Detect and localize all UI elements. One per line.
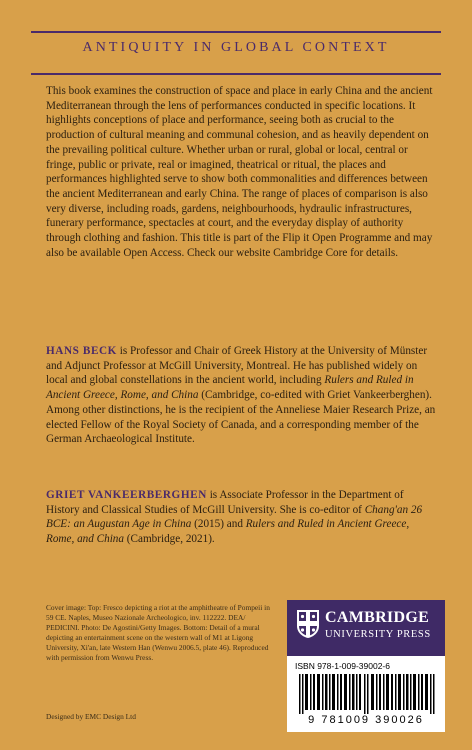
bio-text: (2015) and <box>191 518 246 531</box>
series-rule-bottom <box>31 73 441 75</box>
book-title-reference: Rulers and Ruled in Ancient Greece, Rome, and China <box>46 518 410 546</box>
bio-text: is Professor and Chair of Greek History at the University of Münster and Adjunct Professor at McGill University, Montreal. He has published widely on local and global constellations in the ancient world, including <box>46 345 428 387</box>
ean-digits: 9 781009 390026 <box>308 714 424 726</box>
barcode-icon <box>299 674 435 714</box>
book-title-reference: Rulers and Ruled in Ancient Greece, Rome, and China <box>46 374 414 402</box>
author-name-vankeerberghen: GRIET VANKEERBERGHEN <box>46 489 207 501</box>
bio-text: (Cambridge, co-edited with Griet Vankeerberghen). Among other distinctions, he is the recipient of the Anneliese Maier Research Prize, an elected Fellow of the Royal Society of Canada, and a corresponding member of the German Archaeological Institute. <box>46 389 436 446</box>
barcode-panel <box>287 656 445 732</box>
designer-credit: Designed by EMC Design Ltd <box>46 712 136 721</box>
publisher-name: CAMBRIDGE <box>325 609 430 626</box>
publisher-logo-panel <box>287 600 445 656</box>
isbn-label: ISBN 978-1-009-39002-6 <box>295 661 390 671</box>
publisher-subtitle: UNIVERSITY PRESS <box>325 629 431 640</box>
bio-text: is Associate Professor in the Department of History and Classical Studies of McGill University. She is co-editor of <box>46 489 404 516</box>
cambridge-crest-icon <box>296 609 320 639</box>
cover-image-credits: Cover image: Top: Fresco depicting a riot at the amphitheatre of Pompeii in 59 CE. Naples, Museo Nazionale Archeologico, inv. 112222. DEA/ PEDICINI. Photo: De Agostini/Getty Images. Bottom: Detail of a mural depicting an entertainment scene on the western wall of M1 at Ligong University, Xi'an, late Western Han (Wenwu 2006.5, plate 46). Reproduced with permission from Wenwu Press. <box>46 603 270 663</box>
author-bio-vankeerberghen <box>46 488 438 547</box>
book-description: This book examines the construction of space and place in early China and the ancient Mediterranean through the lens of performances conducted in specific locations. It highlights conceptions of place and performance, seeing both as crucial to the production of cultural meaning and communal cohesion, and as heavily dependent on the prevailing political culture. Whether urban or rural, global or local, central or fringe, public or private, real or imagined, theatrical or ritual, the places and performances highlighted serve to show both commonalities and differences between the ancient Mediterranean and early China. The range of places of comparison is also very diverse, including roads, gardens, neighbourhoods, hydraulic infrastructures, funerary performance, spectacles at court, and the everyday display of authority through clothing and fashion. This title is part of the Flip it Open Programme and may also be available Open Access. Check our website Cambridge Core for details. <box>46 85 433 259</box>
author-bio-beck <box>46 344 438 447</box>
series-rule-top <box>31 31 441 33</box>
book-title-reference: Chang'an 26 BCE: an Augustan Age in China <box>46 503 423 531</box>
bio-text: (Cambridge, 2021). <box>124 533 215 546</box>
author-name-beck: HANS BECK <box>46 345 117 357</box>
series-title: ANTIQUITY IN GLOBAL CONTEXT <box>82 40 390 55</box>
